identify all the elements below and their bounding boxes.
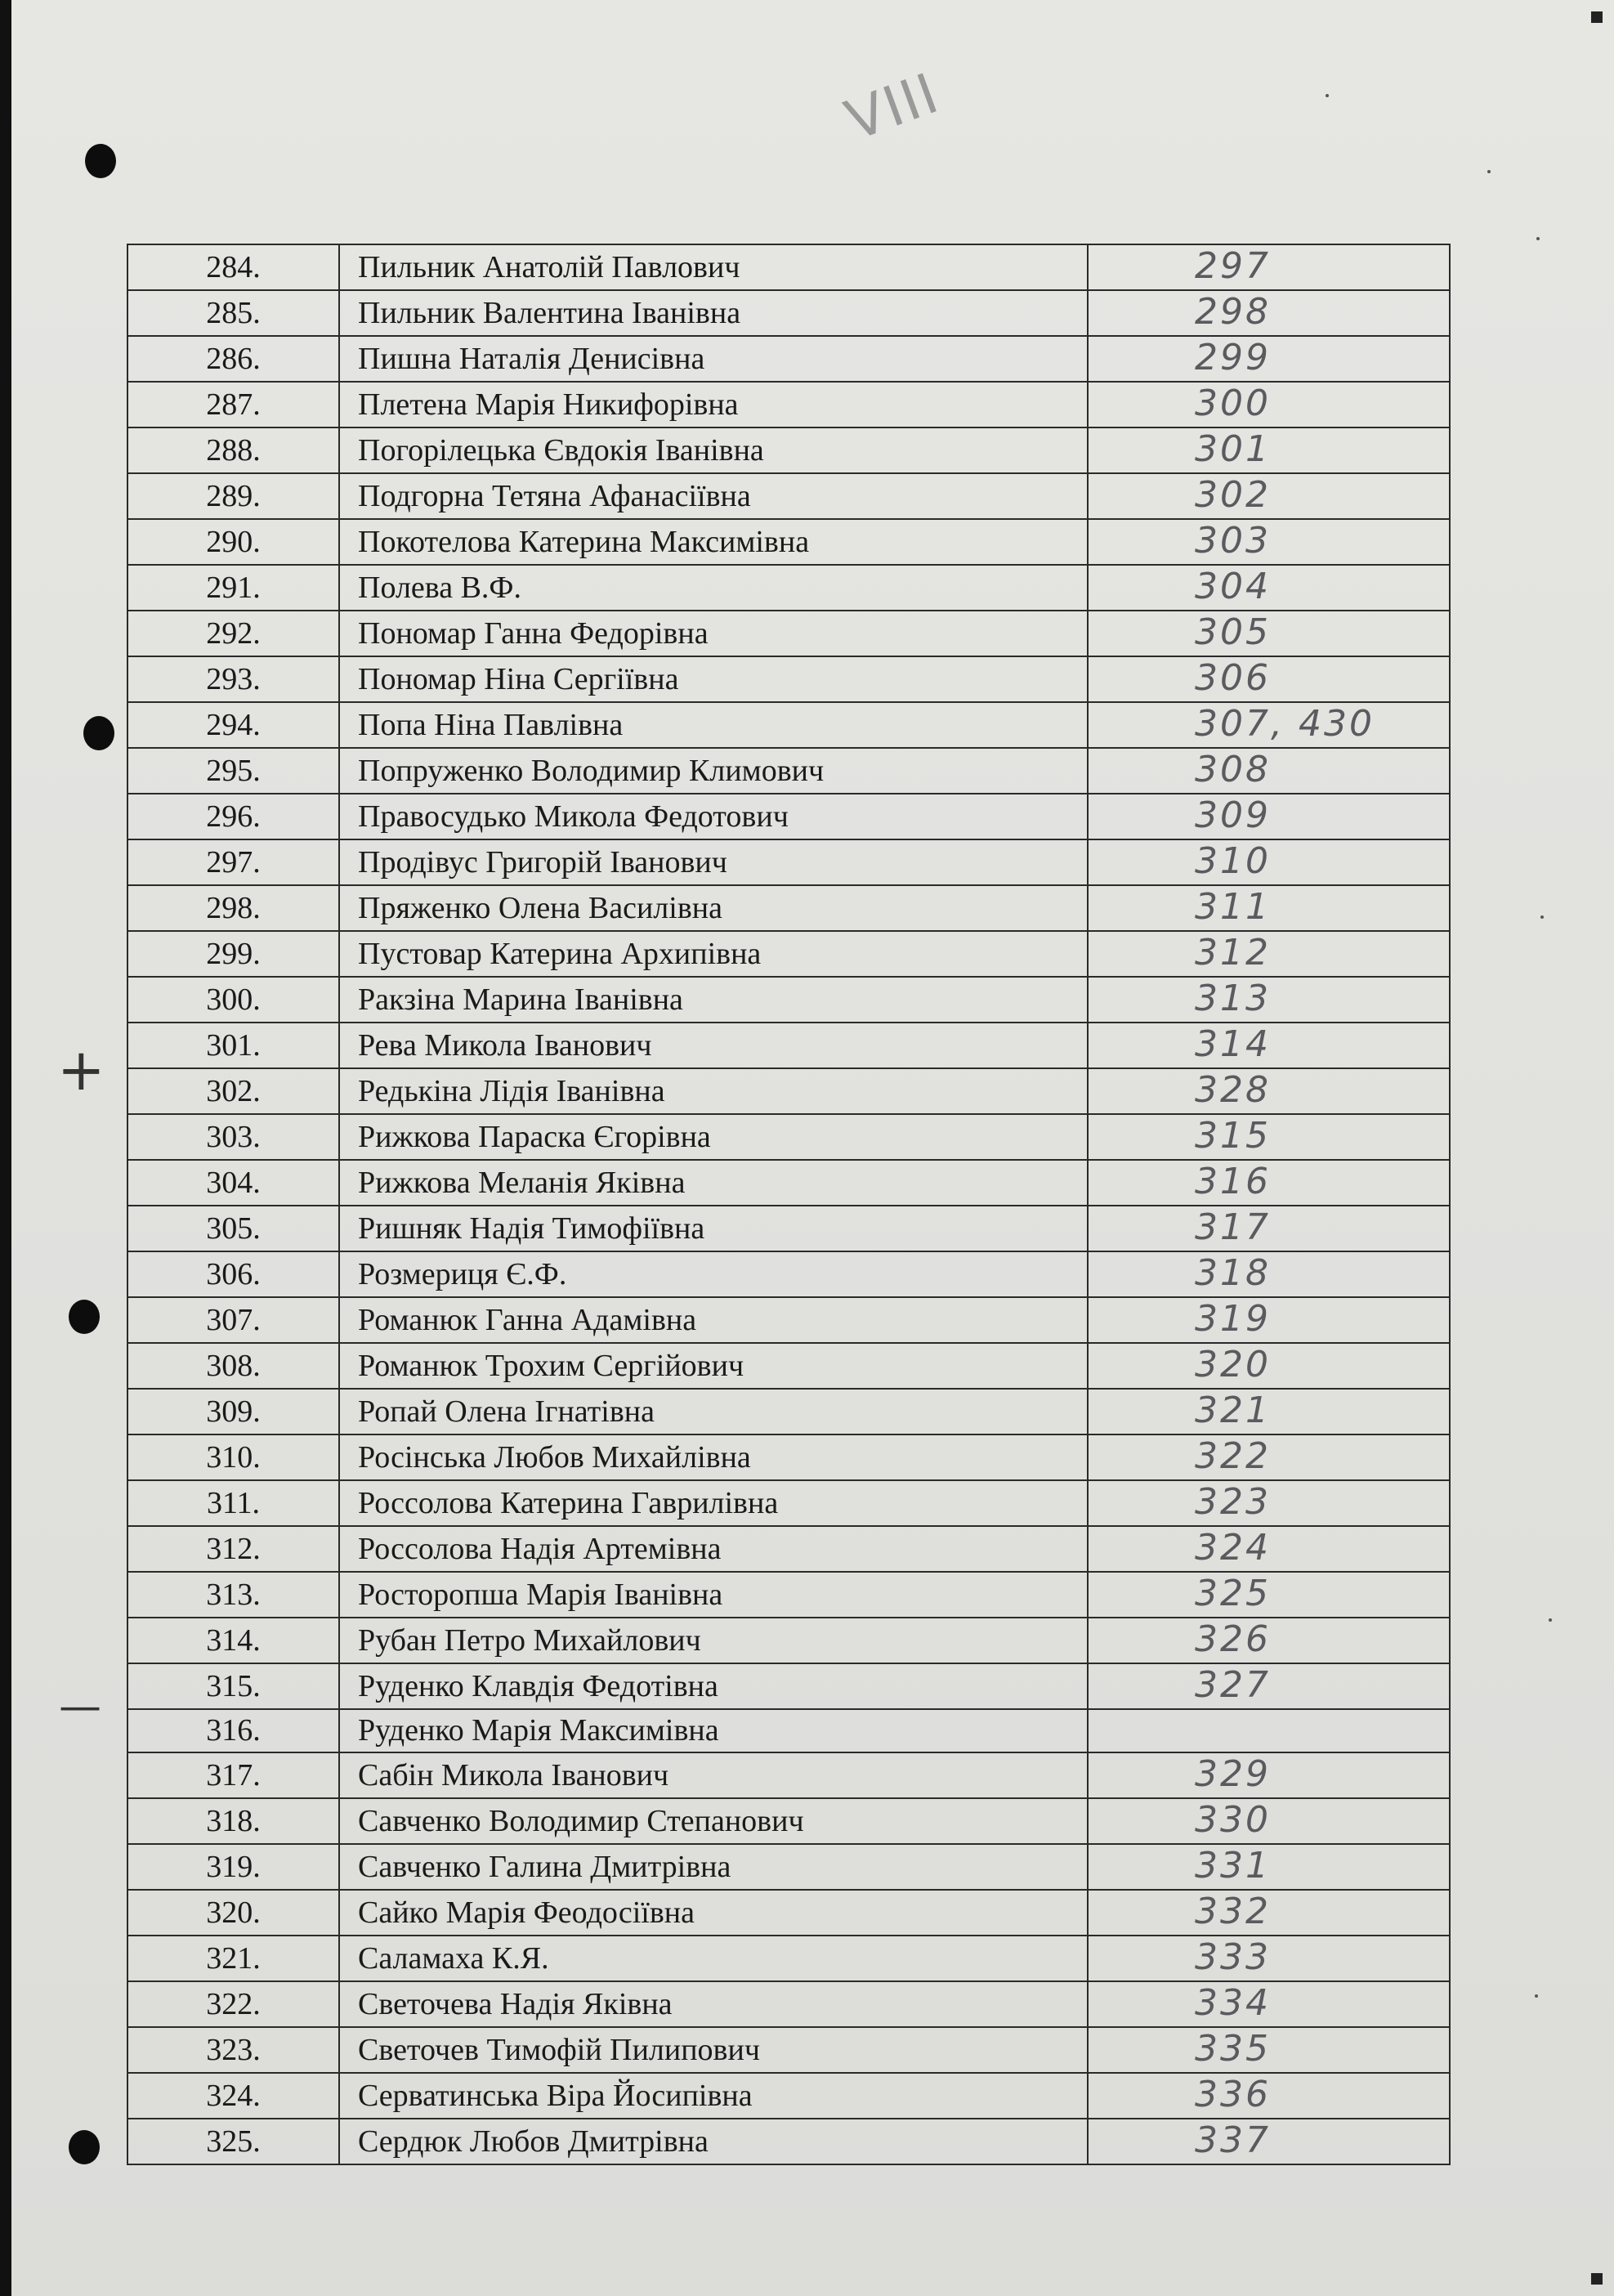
handwritten-page-number: 300 <box>1195 383 1271 424</box>
handwritten-page-number: 301 <box>1195 428 1271 470</box>
row-number: 322. <box>127 1981 339 2027</box>
handwritten-page-number: 324 <box>1195 1527 1271 1569</box>
person-name: Савченко Галина Дмитрівна <box>339 1844 1088 1890</box>
row-number: 296. <box>127 794 339 839</box>
page-reference-cell <box>1088 839 1450 885</box>
table-row <box>127 1251 1450 1297</box>
row-number: 318. <box>127 1798 339 1844</box>
row-number: 284. <box>127 244 339 290</box>
table-row <box>127 1160 1450 1206</box>
row-number: 307. <box>127 1297 339 1343</box>
page-reference-cell <box>1088 1572 1450 1618</box>
handwritten-page-number: 328 <box>1195 1069 1271 1111</box>
person-name: Ришняк Надія Тимофіївна <box>339 1206 1088 1251</box>
page-reference-cell <box>1088 1936 1450 1981</box>
person-name: Сердюк Любов Дмитрівна <box>339 2119 1088 2164</box>
page-reference-cell <box>1088 1068 1450 1114</box>
table-row <box>127 2119 1450 2164</box>
person-name: Светочев Тимофій Пилипович <box>339 2027 1088 2073</box>
person-name: Светочева Надія Яківна <box>339 1981 1088 2027</box>
person-name: Пильник Валентина Іванівна <box>339 290 1088 336</box>
handwritten-page-number: 311 <box>1195 886 1271 928</box>
person-name: Серватинська Віра Йосипівна <box>339 2073 1088 2119</box>
person-name: Попруженко Володимир Климович <box>339 748 1088 794</box>
page-reference-cell <box>1088 2027 1450 2073</box>
person-name: Погорілецька Євдокія Іванівна <box>339 427 1088 473</box>
page-reference-cell <box>1088 656 1450 702</box>
table-row <box>127 2073 1450 2119</box>
page-reference-cell <box>1088 244 1450 290</box>
table-row <box>127 1480 1450 1526</box>
handwritten-page-number: 316 <box>1195 1161 1271 1202</box>
table-row <box>127 656 1450 702</box>
person-name: Руденко Клавдія Федотівна <box>339 1663 1088 1709</box>
handwritten-page-number: 327 <box>1195 1664 1271 1706</box>
row-number: 308. <box>127 1343 339 1389</box>
person-name: Россолова Катерина Гаврилівна <box>339 1480 1088 1526</box>
table-row <box>127 382 1450 427</box>
table-row <box>127 1434 1450 1480</box>
person-name: Саламаха К.Я. <box>339 1936 1088 1981</box>
row-number: 314. <box>127 1618 339 1663</box>
table-row <box>127 1206 1450 1251</box>
row-number: 286. <box>127 336 339 382</box>
handwritten-page-number: 329 <box>1195 1753 1271 1795</box>
row-number: 289. <box>127 473 339 519</box>
handwritten-page-number: 312 <box>1195 932 1271 973</box>
page-reference-cell <box>1088 1709 1450 1752</box>
handwritten-page-number: 335 <box>1195 2028 1271 2070</box>
handwritten-page-number: 320 <box>1195 1344 1271 1385</box>
table-row <box>127 290 1450 336</box>
row-number: 315. <box>127 1663 339 1709</box>
table-row <box>127 427 1450 473</box>
table-row <box>127 977 1450 1023</box>
table-row <box>127 839 1450 885</box>
row-number: 303. <box>127 1114 339 1160</box>
handwritten-page-number: 326 <box>1195 1618 1271 1660</box>
page-reference-cell <box>1088 1844 1450 1890</box>
person-name: Плетена Марія Никифорівна <box>339 382 1088 427</box>
table-row <box>127 885 1450 931</box>
handwritten-page-number: 318 <box>1195 1252 1271 1294</box>
person-name: Пишна Наталія Денисівна <box>339 336 1088 382</box>
row-number: 294. <box>127 702 339 748</box>
page-reference-cell <box>1088 611 1450 656</box>
scan-edge <box>0 0 11 2296</box>
table-row <box>127 1936 1450 1981</box>
handwritten-page-number: 331 <box>1195 1845 1271 1886</box>
row-number: 295. <box>127 748 339 794</box>
row-number: 305. <box>127 1206 339 1251</box>
page-reference-cell <box>1088 1480 1450 1526</box>
person-name: Романюк Ганна Адамівна <box>339 1297 1088 1343</box>
person-name: Розмериця Є.Ф. <box>339 1251 1088 1297</box>
person-name: Редькіна Лідія Іванівна <box>339 1068 1088 1114</box>
row-number: 287. <box>127 382 339 427</box>
punch-hole <box>69 1300 100 1334</box>
person-name: Савченко Володимир Степанович <box>339 1798 1088 1844</box>
page-reference-cell <box>1088 1297 1450 1343</box>
row-number: 292. <box>127 611 339 656</box>
page-reference-cell <box>1088 473 1450 519</box>
handwritten-page-number: 333 <box>1195 1936 1271 1978</box>
person-name: Пономар Ніна Сергіївна <box>339 656 1088 702</box>
page-reference-cell <box>1088 1389 1450 1434</box>
page-reference-cell <box>1088 2073 1450 2119</box>
person-name: Сабін Микола Іванович <box>339 1752 1088 1798</box>
person-name: Романюк Трохим Сергійович <box>339 1343 1088 1389</box>
person-name: Попа Ніна Павлівна <box>339 702 1088 748</box>
handwritten-page-number: 336 <box>1195 2074 1271 2115</box>
page-reference-cell <box>1088 382 1450 427</box>
margin-dash-mark: — <box>59 1682 101 1731</box>
row-number: 302. <box>127 1068 339 1114</box>
punch-hole <box>69 2130 100 2164</box>
page-reference-cell <box>1088 290 1450 336</box>
row-number: 301. <box>127 1023 339 1068</box>
page-reference-cell <box>1088 977 1450 1023</box>
page-reference-cell <box>1088 1251 1450 1297</box>
page-reference-cell <box>1088 1890 1450 1936</box>
table-row <box>127 1526 1450 1572</box>
table-row <box>127 1981 1450 2027</box>
person-name: Ропай Олена Ігнатівна <box>339 1389 1088 1434</box>
person-name: Продівус Григорій Іванович <box>339 839 1088 885</box>
person-name: Росторопша Марія Іванівна <box>339 1572 1088 1618</box>
page-reference-cell <box>1088 885 1450 931</box>
table-row <box>127 1890 1450 1936</box>
table-row <box>127 1798 1450 1844</box>
handwritten-page-number: 325 <box>1195 1573 1271 1614</box>
person-name: Пряженко Олена Василівна <box>339 885 1088 931</box>
handwritten-page-number: 317 <box>1195 1206 1271 1248</box>
handwritten-page-number: 332 <box>1195 1891 1271 1932</box>
page-reference-cell <box>1088 519 1450 565</box>
table-row <box>127 1663 1450 1709</box>
handwritten-page-number: 309 <box>1195 794 1271 836</box>
table-row <box>127 1343 1450 1389</box>
person-name: Пустовар Катерина Архипівна <box>339 931 1088 977</box>
page-reference-cell <box>1088 1618 1450 1663</box>
handwritten-page-number: 330 <box>1195 1799 1271 1841</box>
page-reference-cell <box>1088 1752 1450 1798</box>
punch-hole <box>85 144 116 178</box>
row-number: 310. <box>127 1434 339 1480</box>
row-number: 317. <box>127 1752 339 1798</box>
row-number: 324. <box>127 2073 339 2119</box>
register-body <box>127 244 1450 2164</box>
row-number: 312. <box>127 1526 339 1572</box>
page-reference-cell <box>1088 1206 1450 1251</box>
table-row <box>127 1618 1450 1663</box>
row-number: 320. <box>127 1890 339 1936</box>
handwritten-page-number: 298 <box>1195 291 1271 333</box>
page-reference-cell <box>1088 1160 1450 1206</box>
person-name: Росінська Любов Михайлівна <box>339 1434 1088 1480</box>
table-row <box>127 2027 1450 2073</box>
handwritten-page-number: 305 <box>1195 611 1271 653</box>
row-number: 311. <box>127 1480 339 1526</box>
handwritten-page-number: 308 <box>1195 749 1271 790</box>
handwritten-page-number: 307, 430 <box>1195 703 1375 745</box>
row-number: 293. <box>127 656 339 702</box>
handwritten-page-number: 322 <box>1195 1435 1271 1477</box>
person-name: Пильник Анатолій Павлович <box>339 244 1088 290</box>
page-reference-cell <box>1088 565 1450 611</box>
person-name: Полева В.Ф. <box>339 565 1088 611</box>
person-name: Ракзіна Марина Іванівна <box>339 977 1088 1023</box>
row-number: 323. <box>127 2027 339 2073</box>
row-number: 321. <box>127 1936 339 1981</box>
table-row <box>127 473 1450 519</box>
person-name: Правосудько Микола Федотович <box>339 794 1088 839</box>
handwritten-page-number: 334 <box>1195 1982 1271 2024</box>
page-reference-cell <box>1088 1981 1450 2027</box>
page-reference-cell <box>1088 1343 1450 1389</box>
page-reference-cell <box>1088 427 1450 473</box>
row-number: 298. <box>127 885 339 931</box>
row-number: 304. <box>127 1160 339 1206</box>
row-number: 297. <box>127 839 339 885</box>
person-name: Рижкова Параска Єгорівна <box>339 1114 1088 1160</box>
table-row <box>127 702 1450 748</box>
handwritten-page-number: 306 <box>1195 657 1271 699</box>
row-number: 319. <box>127 1844 339 1890</box>
page-reference-cell <box>1088 702 1450 748</box>
table-row <box>127 794 1450 839</box>
table-row <box>127 1709 1450 1752</box>
person-name: Пономар Ганна Федорівна <box>339 611 1088 656</box>
page-reference-cell <box>1088 1114 1450 1160</box>
table-row <box>127 1389 1450 1434</box>
row-number: 288. <box>127 427 339 473</box>
page-reference-cell <box>1088 748 1450 794</box>
row-number: 316. <box>127 1709 339 1752</box>
register-table <box>127 244 1451 2165</box>
row-number: 291. <box>127 565 339 611</box>
handwritten-page-number: 302 <box>1195 474 1271 516</box>
page-reference-cell <box>1088 931 1450 977</box>
table-row <box>127 519 1450 565</box>
person-name: Рижкова Меланія Яківна <box>339 1160 1088 1206</box>
row-number: 313. <box>127 1572 339 1618</box>
handwritten-page-number: 337 <box>1195 2119 1271 2161</box>
person-name: Сайко Марія Феодосіївна <box>339 1890 1088 1936</box>
person-name: Рева Микола Іванович <box>339 1023 1088 1068</box>
table-row <box>127 1068 1450 1114</box>
table-row <box>127 1297 1450 1343</box>
person-name: Руденко Марія Максимівна <box>339 1709 1088 1752</box>
handwritten-page-number: 297 <box>1195 245 1271 287</box>
section-stamp: VIII <box>837 60 948 154</box>
handwritten-page-number: 313 <box>1195 978 1271 1019</box>
table-row <box>127 336 1450 382</box>
page-reference-cell <box>1088 1434 1450 1480</box>
person-name: Рубан Петро Михайлович <box>339 1618 1088 1663</box>
handwritten-page-number: 314 <box>1195 1023 1271 1065</box>
person-name: Подгорна Тетяна Афанасіївна <box>339 473 1088 519</box>
row-number: 309. <box>127 1389 339 1434</box>
margin-plus-mark: + <box>57 1036 105 1103</box>
table-row <box>127 1114 1450 1160</box>
table-row <box>127 1572 1450 1618</box>
row-number: 299. <box>127 931 339 977</box>
handwritten-page-number: 304 <box>1195 566 1271 607</box>
handwritten-page-number: 303 <box>1195 520 1271 562</box>
row-number: 306. <box>127 1251 339 1297</box>
corner-mark <box>1591 2273 1603 2285</box>
page-reference-cell <box>1088 1663 1450 1709</box>
handwritten-page-number: 299 <box>1195 337 1271 378</box>
handwritten-page-number: 315 <box>1195 1115 1271 1157</box>
table-row <box>127 565 1450 611</box>
table-row <box>127 931 1450 977</box>
table-row <box>127 611 1450 656</box>
row-number: 325. <box>127 2119 339 2164</box>
page-reference-cell <box>1088 794 1450 839</box>
table-row <box>127 244 1450 290</box>
page-reference-cell <box>1088 336 1450 382</box>
handwritten-page-number: 319 <box>1195 1298 1271 1340</box>
table-row <box>127 748 1450 794</box>
page-reference-cell <box>1088 1526 1450 1572</box>
corner-mark <box>1591 11 1603 23</box>
table-row <box>127 1844 1450 1890</box>
row-number: 285. <box>127 290 339 336</box>
person-name: Россолова Надія Артемівна <box>339 1526 1088 1572</box>
person-name: Покотелова Катерина Максимівна <box>339 519 1088 565</box>
page-reference-cell <box>1088 1023 1450 1068</box>
table-row <box>127 1023 1450 1068</box>
handwritten-page-number: 310 <box>1195 840 1271 882</box>
handwritten-page-number: 321 <box>1195 1390 1271 1431</box>
handwritten-page-number: 323 <box>1195 1481 1271 1523</box>
table-row <box>127 1752 1450 1798</box>
row-number: 300. <box>127 977 339 1023</box>
row-number: 290. <box>127 519 339 565</box>
page-reference-cell <box>1088 2119 1450 2164</box>
page-reference-cell <box>1088 1798 1450 1844</box>
punch-hole <box>83 716 114 750</box>
